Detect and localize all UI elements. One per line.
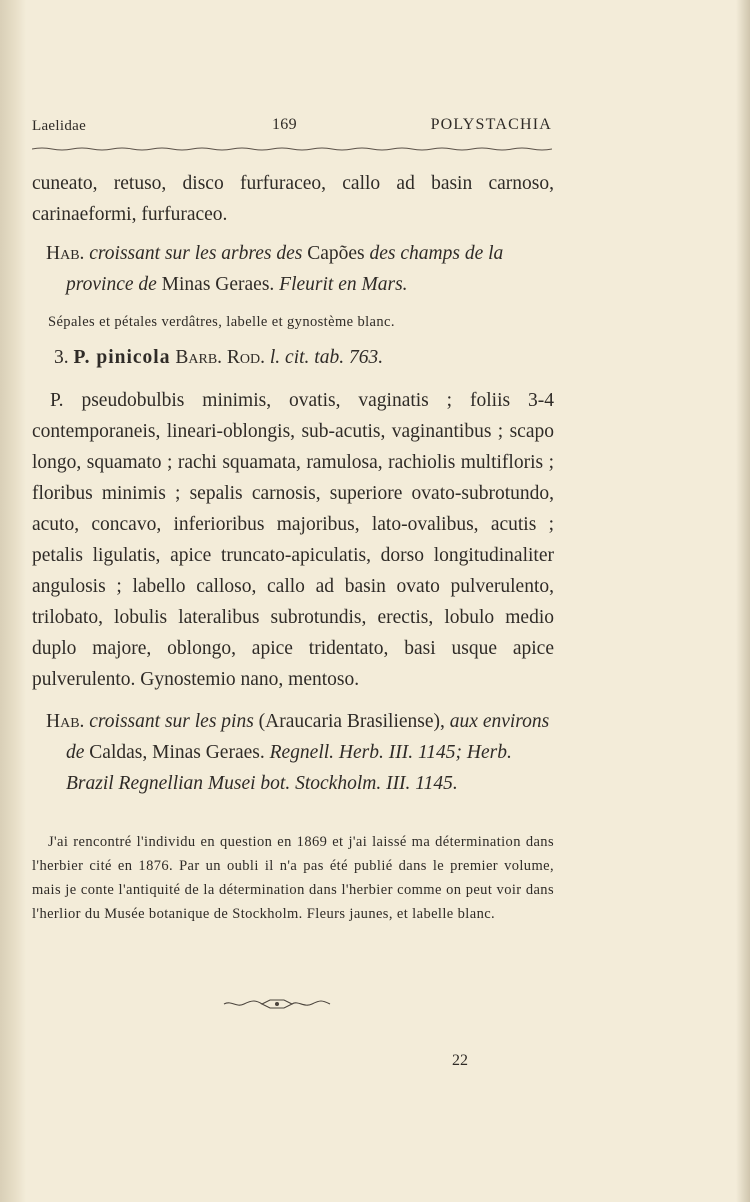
habitat2-text-1: croissant sur les pins (89, 711, 254, 732)
note-paragraph-2 (32, 830, 554, 926)
habitat-paragraph-2 (32, 706, 554, 799)
description-text: P. pseudobulbis minimis, ovatis, vaginatis ; foliis 3-4 contemporaneis, lineari-oblongis, sub-acutis, vaginantibus ; scapo longo, squamato ; rachi squamata, ramulosa, rachiolis multifloris ; floribus minimis ; sepalis carnosis, superiore ovato-subrotundo, acuto, concavo, inferioribus majoribus, lato-ovalibus, acutis ; petalis ligulatis, apice truncato-apiculatis, dorso longitudinaliter angulosis ; labello calloso, callo ad basin ovato pulverulento, trilobato, lobulis lateralibus subrotundis, erectis, lobulo medio duplo majore, oblongo, apice tridentato, basi usque apice pulverulento. Gynostemio nano, mentoso. (32, 390, 554, 690)
species-author: Barb. Rod. (175, 347, 266, 368)
ornament-divider (222, 997, 332, 1011)
habitat2-text-5: Regnell. Herb. III. 1145; Herb. Brazil Regnellian Musei bot. Stockholm. III. 1145. (66, 742, 512, 794)
habitat2-text-2: (Araucaria Brasiliense), (258, 711, 445, 732)
habitat-text-3: des champs de la province de (66, 243, 504, 295)
species-heading (54, 342, 554, 373)
species-name: P. pinicola (73, 347, 171, 368)
page-binding-shadow (0, 0, 26, 1202)
page-number: 169 (272, 116, 297, 133)
species-citation: l. cit. tab. 763. (269, 347, 384, 368)
continuation-text: cuneato, retuso, disco furfuraceo, callo ad basin carnoso, carinaeformi, furfuraceo. (32, 173, 554, 225)
header-genus: POLYSTACHIA (430, 116, 552, 133)
habitat-label-2: Hab. (46, 711, 85, 732)
habitat-label: Hab. (46, 243, 85, 264)
page-edge-shadow (736, 0, 750, 1202)
habitat-text-5: Fleurit en Mars. (279, 274, 408, 295)
habitat-text-1: croissant sur les arbres des (89, 243, 303, 264)
species-number: 3. (54, 347, 69, 368)
note-text-2: J'ai rencontré l'individu en question en 1869 et j'ai laissé ma détermination dans l'herbier cité en 1876. Par un oubli il n'a pas été publié dans le premier volume, mais je conte l'antiquité de la détermination dans l'herbier comme on peut voir dans l'herlior du Musée botanique de Stockholm. Fleurs jaunes, et labelle blanc. (32, 834, 554, 922)
note-text-1: Sépales et pétales verdâtres, labelle et gynostème blanc. (48, 314, 395, 330)
habitat-text-4: Minas Geraes. (161, 274, 275, 295)
description-paragraph (32, 385, 554, 695)
habitat-text-2: Capões (307, 243, 365, 264)
note-paragraph-1 (48, 310, 548, 334)
header-section: Laelidae (32, 118, 87, 134)
signature-mark: 22 (452, 1052, 468, 1069)
header-rule (32, 146, 552, 152)
running-header (32, 116, 552, 138)
habitat2-text-3: aux environs de (66, 711, 550, 763)
habitat2-text-4: Caldas, Minas Geraes. (89, 742, 265, 763)
habitat-paragraph-1 (32, 238, 554, 300)
continuation-paragraph (32, 168, 554, 230)
